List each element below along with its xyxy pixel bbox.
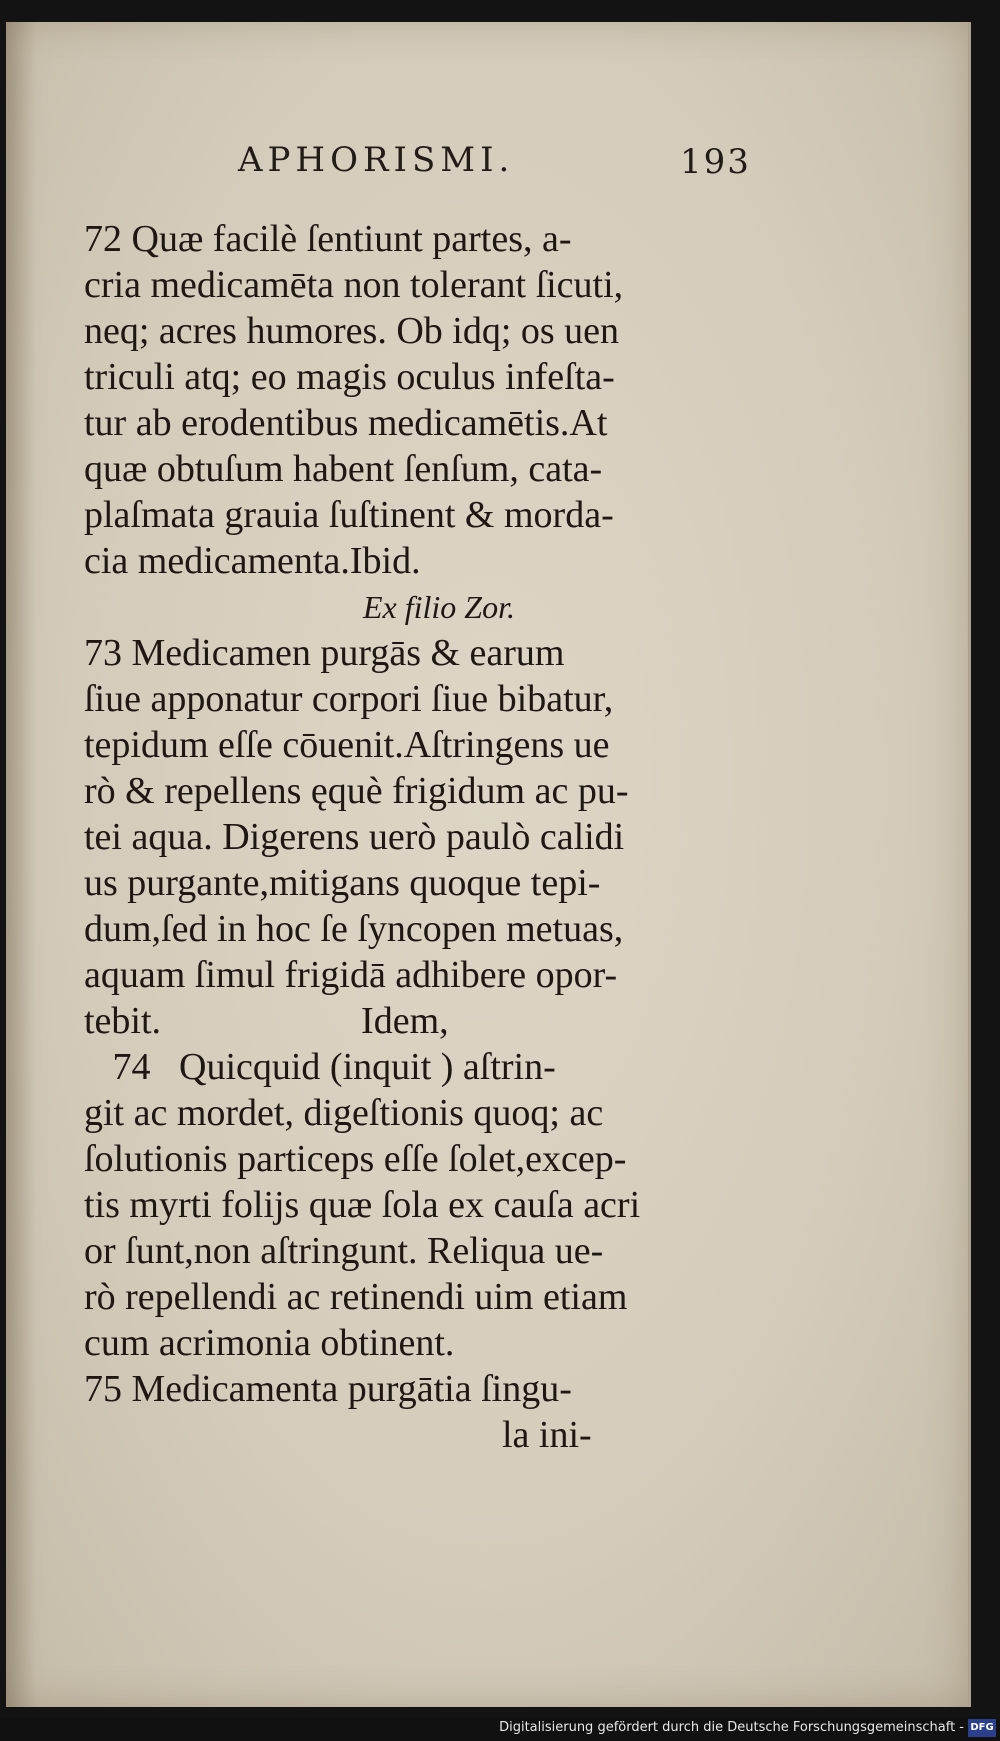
text-line: or ſunt,non aſtringunt. Reliqua ue- [84,1230,604,1272]
text-line: 73 Medicamen purgās & earum [84,632,565,674]
text-line: cum acrimonia obtinent. [84,1322,455,1364]
text-line: 74 Quicquid (inquit ) aſtrin- [84,1046,556,1088]
text-line: tepidum eſſe cōuenit.Aſtringens ue [84,724,610,766]
text-line: rò & repellens ęquè frigidum ac pu- [84,770,629,812]
text-line: quæ obtuſum habent ſenſum, cata- [84,448,603,490]
text-line: neq; acres humores. Ob idq; os uen [84,310,620,352]
text-line-with-source [84,998,774,1044]
text-line: dum,ſed in hoc ſe ſyncopen metuas, [84,908,624,950]
text-line: 75 Medicamenta purgātia ſingu- [84,1368,572,1410]
text-line: cria medicamēta non tolerant ſicuti, [84,264,624,306]
book-page [6,22,971,1707]
funding-credit: Digitalisierung gefördert durch die Deutsche Forschungsgemeinschaft - [499,1720,964,1735]
running-head [6,140,968,190]
source-heading: Ex filio Zor. [362,589,515,625]
aphorism-text [84,216,774,1458]
catchword: la ini- [84,1414,592,1456]
text-line: tis myrti folijs quæ ſola ex cauſa acri [84,1184,641,1226]
running-title: APHORISMI. [238,140,515,180]
line-start: tebit. [84,1000,162,1042]
page-edge-shadow [6,22,36,1707]
source-idem: Idem, [361,1000,449,1042]
text-line: rò repellendi ac retinendi uim etiam [84,1276,628,1318]
dfg-logo: DFG [968,1719,996,1737]
digitization-footer [0,1717,1000,1741]
page-number: 193 [680,142,751,182]
text-line: tur ab erodentibus medicamētis.At [84,402,608,444]
text-line: ſolutionis particeps eſſe ſolet,excep- [84,1138,627,1180]
text-line: us purgante,mitigans quoque tepi- [84,862,601,904]
text-line: tei aqua. Digerens uerò paulò calidi [84,816,625,858]
text-line: aquam ſimul frigidā adhibere opor- [84,954,618,996]
text-line: 72 Quæ facilè ſentiunt partes, a- [84,218,572,260]
text-line: cia medicamenta.Ibid. [84,540,421,582]
text-line: plaſmata grauia ſuſtinent & morda- [84,494,614,536]
text-line: triculi atq; eo magis oculus infeſta- [84,356,615,398]
text-line: git ac mordet, digeſtionis quoq; ac [84,1092,604,1134]
text-line: ſiue apponatur corpori ſiue bibatur, [84,678,614,720]
